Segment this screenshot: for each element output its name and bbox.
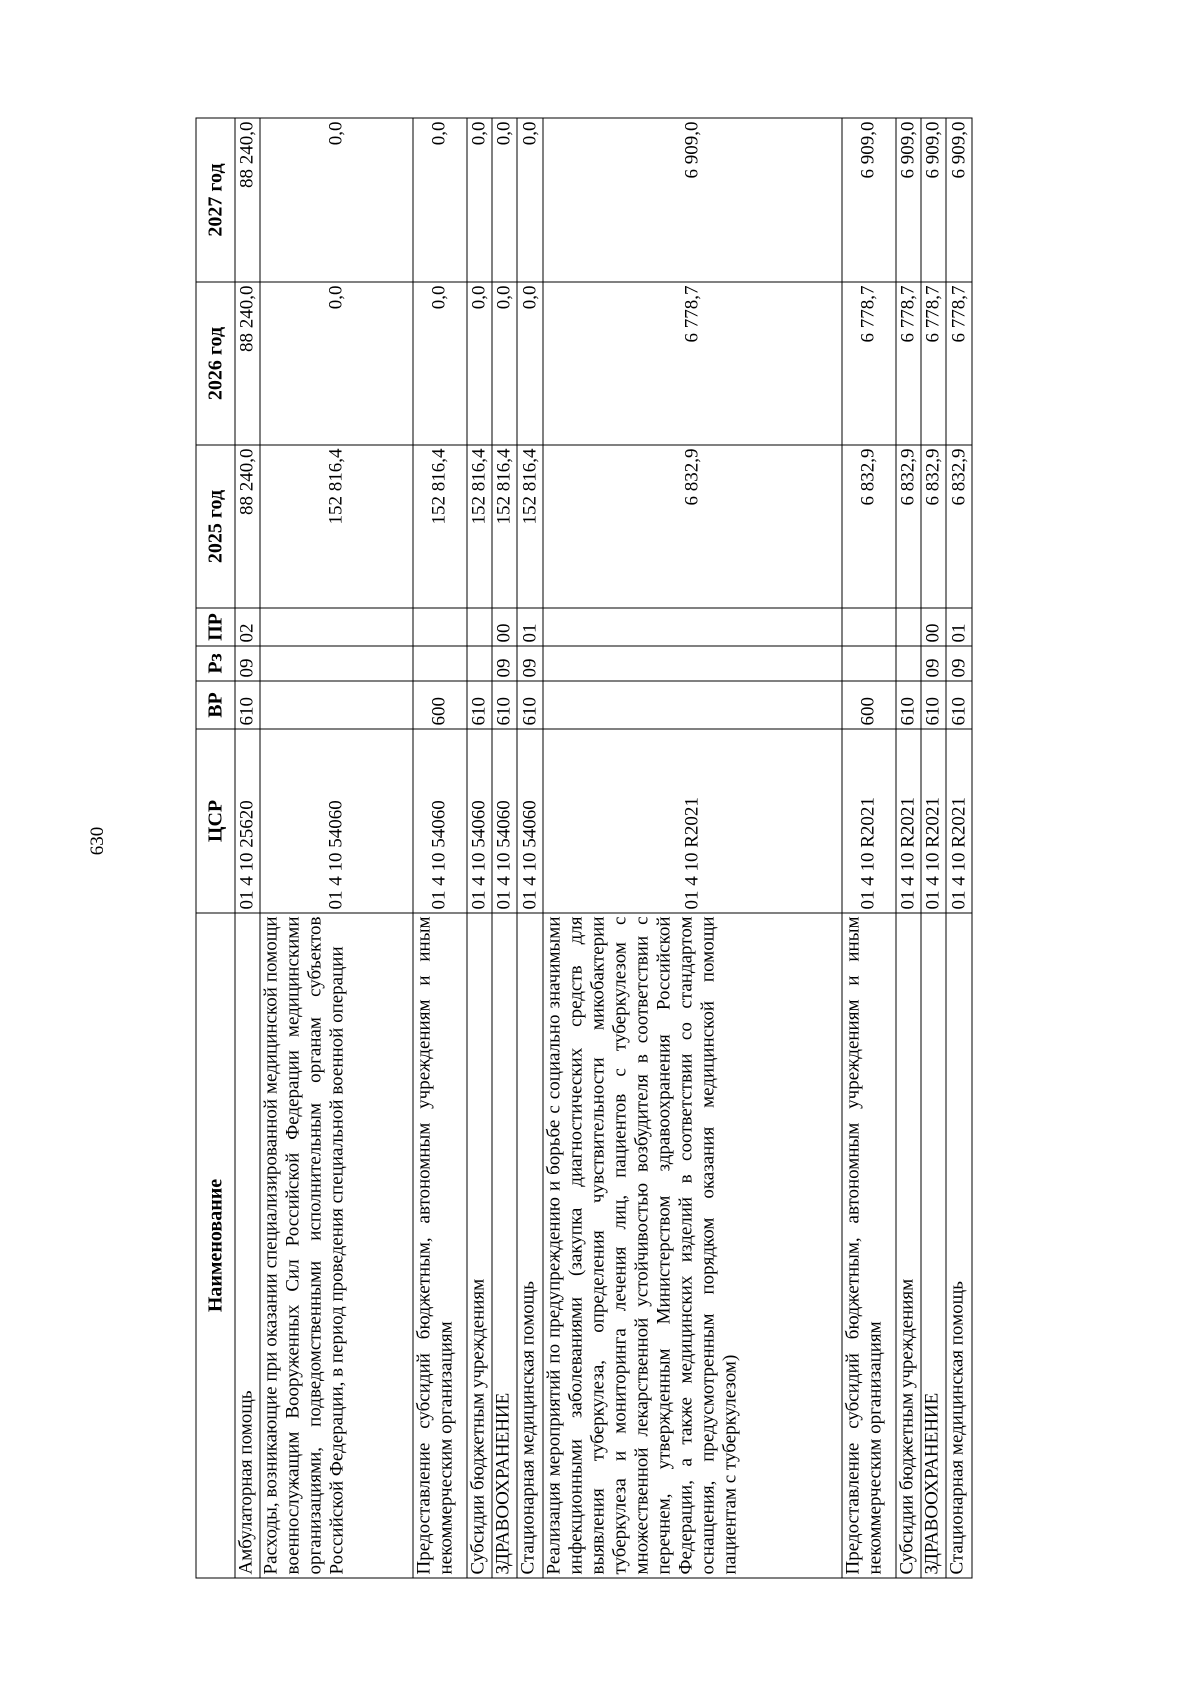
row-2026: 0,0	[492, 282, 517, 445]
row-name: Расходы, возникающие при оказании специализированной медицинской помощи военнослужащим Вооруженных Сил Российской Федерации медицинскими организациями, подведомственными исполнительным органам субъектов Российской Федерации, в период проведения специальной военной операции	[260, 913, 413, 1578]
row-2027: 6 909,0	[946, 118, 972, 282]
row-csr: 01 4 10 R2021	[921, 729, 946, 913]
row-2025: 152 816,4	[260, 445, 413, 608]
row-vr	[260, 681, 413, 729]
row-csr: 01 4 10 R2021	[842, 729, 895, 913]
row-2027: 6 909,0	[842, 118, 895, 282]
row-2026: 6 778,7	[543, 282, 842, 445]
header-csr: ЦСР	[196, 729, 235, 913]
row-csr: 01 4 10 54060	[260, 729, 413, 913]
row-name: Стационарная медицинская помощь	[946, 913, 972, 1578]
row-name: Предоставление субсидий бюджетным, автономным учреждениям и иным некоммерческим организациям	[413, 913, 466, 1578]
header-2027: 2027 год	[196, 118, 235, 282]
row-2027: 6 909,0	[896, 118, 921, 282]
row-csr: 01 4 10 R2021	[946, 729, 972, 913]
row-2025: 6 832,9	[842, 445, 895, 608]
header-2025: 2025 год	[196, 445, 235, 608]
table-row	[517, 118, 542, 1578]
row-vr: 610	[896, 681, 921, 729]
row-rz: 09	[492, 646, 517, 681]
row-2026: 6 778,7	[842, 282, 895, 445]
row-2025: 6 832,9	[896, 445, 921, 608]
row-vr: 610	[946, 681, 972, 729]
row-name: Предоставление субсидий бюджетным, автономным учреждениям и иным некоммерческим организациям	[842, 913, 895, 1578]
header-pr: ПР	[196, 608, 235, 646]
row-2026: 0,0	[467, 282, 492, 445]
header-2026: 2026 год	[196, 282, 235, 445]
row-rz	[543, 646, 842, 681]
table-row	[467, 118, 492, 1578]
table-row	[543, 118, 842, 1578]
budget-table	[196, 117, 973, 1578]
row-rz: 09	[517, 646, 542, 681]
row-2025: 152 816,4	[413, 445, 466, 608]
row-2026: 88 240,0	[235, 282, 260, 445]
header-name: Наименование	[196, 913, 235, 1578]
row-pr	[842, 608, 895, 646]
row-name: Реализация мероприятий по предупреждению и борьбе с социально значимыми инфекционными заболеваниями (закупка диагностических средств для выявления туберкулеза, определения чувствительности микобактерии туберкулеза и мониторинга лечения лиц, пациентов с туберкулезом с множественной лекарственной устойчивостью возбудителя в соответствии с перечнем, утвержденным Министерством здравоохранения Российской Федерации, а также медицинских изделий в соответствии со стандартом оснащения, предусмотренным порядком оказания медицинской помощи пациентам с туберкулезом)	[543, 913, 842, 1578]
row-name: Стационарная медицинская помощь	[517, 913, 542, 1578]
row-2026: 0,0	[260, 282, 413, 445]
table-row	[896, 118, 921, 1578]
row-2027: 6 909,0	[921, 118, 946, 282]
row-csr: 01 4 10 54060	[517, 729, 542, 913]
row-2025: 6 832,9	[946, 445, 972, 608]
row-vr: 600	[842, 681, 895, 729]
row-vr	[543, 681, 842, 729]
row-pr	[896, 608, 921, 646]
table-row	[842, 118, 895, 1578]
row-rz: 09	[921, 646, 946, 681]
row-2027: 0,0	[517, 118, 542, 282]
row-2027: 0,0	[260, 118, 413, 282]
row-pr: 00	[921, 608, 946, 646]
table-row	[921, 118, 946, 1578]
row-name: ЗДРАВООХРАНЕНИЕ	[492, 913, 517, 1578]
row-rz	[413, 646, 466, 681]
row-2025: 88 240,0	[235, 445, 260, 608]
row-vr: 610	[921, 681, 946, 729]
row-vr: 610	[517, 681, 542, 729]
row-vr: 610	[492, 681, 517, 729]
row-name: Субсидии бюджетным учреждениям	[896, 913, 921, 1578]
row-2027: 88 240,0	[235, 118, 260, 282]
row-csr: 01 4 10 25620	[235, 729, 260, 913]
row-name: ЗДРАВООХРАНЕНИЕ	[921, 913, 946, 1578]
row-vr: 610	[467, 681, 492, 729]
row-csr: 01 4 10 R2021	[896, 729, 921, 913]
header-rz: Рз	[196, 646, 235, 681]
row-rz	[842, 646, 895, 681]
row-csr: 01 4 10 54060	[467, 729, 492, 913]
row-2025: 152 816,4	[492, 445, 517, 608]
table-row	[946, 118, 972, 1578]
row-pr	[467, 608, 492, 646]
row-rz: 09	[235, 646, 260, 681]
row-pr	[413, 608, 466, 646]
row-rz	[896, 646, 921, 681]
row-pr	[260, 608, 413, 646]
row-2026: 0,0	[517, 282, 542, 445]
row-vr: 610	[235, 681, 260, 729]
row-2026: 6 778,7	[896, 282, 921, 445]
row-csr: 01 4 10 54060	[413, 729, 466, 913]
row-rz: 09	[946, 646, 972, 681]
header-row	[196, 118, 235, 1578]
row-2026: 6 778,7	[946, 282, 972, 445]
row-2025: 152 816,4	[517, 445, 542, 608]
row-2026: 0,0	[413, 282, 466, 445]
row-csr: 01 4 10 R2021	[543, 729, 842, 913]
page-number: 630	[87, 826, 108, 856]
row-pr: 02	[235, 608, 260, 646]
header-vr: ВР	[196, 681, 235, 729]
row-2027: 0,0	[467, 118, 492, 282]
table-row	[413, 118, 466, 1578]
rotated-table-container	[196, 118, 973, 1578]
row-pr: 00	[492, 608, 517, 646]
row-2027: 0,0	[413, 118, 466, 282]
row-2025: 152 816,4	[467, 445, 492, 608]
row-rz	[260, 646, 413, 681]
row-pr: 01	[517, 608, 542, 646]
table-row	[235, 118, 260, 1578]
table-row	[492, 118, 517, 1578]
row-2026: 6 778,7	[921, 282, 946, 445]
row-csr: 01 4 10 54060	[492, 729, 517, 913]
row-name: Субсидии бюджетным учреждениям	[467, 913, 492, 1578]
row-name: Амбулаторная помощь	[235, 913, 260, 1578]
row-2025: 6 832,9	[921, 445, 946, 608]
row-2027: 6 909,0	[543, 118, 842, 282]
row-pr	[543, 608, 842, 646]
table-row	[260, 118, 413, 1578]
row-2027: 0,0	[492, 118, 517, 282]
row-2025: 6 832,9	[543, 445, 842, 608]
row-vr: 600	[413, 681, 466, 729]
row-rz	[467, 646, 492, 681]
row-pr: 01	[946, 608, 972, 646]
